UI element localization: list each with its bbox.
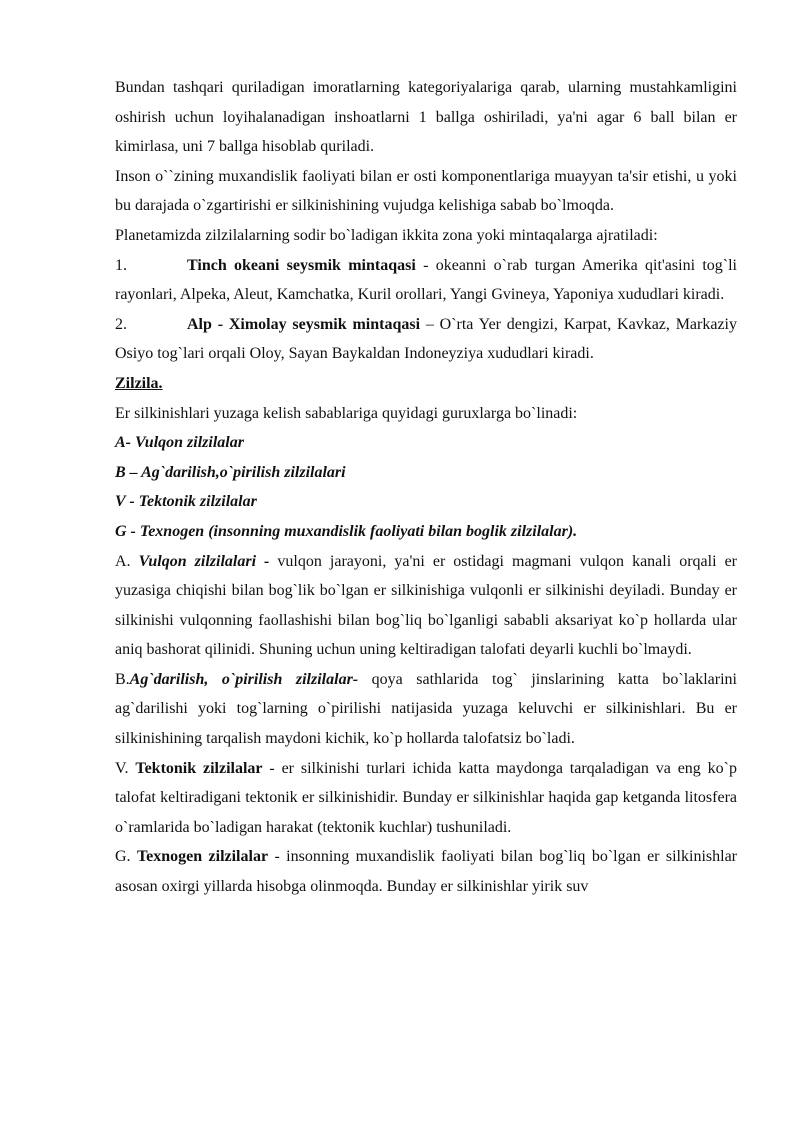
paragraph-human-activity: Inson o``zining muxandislik faoliyati bilan er osti komponentlariga muayyan ta'sir etishi, u yoki bu darajada o`zgartirishi er silkinishining vujudga kelishiga sabab bo`lmoqda. <box>115 167 737 215</box>
zone-item-alpine <box>115 310 737 369</box>
definition-term: Texnogen zilzilalar <box>136 848 269 866</box>
zone-title: Tinch okeani seysmik mintaqasi <box>187 256 416 274</box>
zone-title: Alp - Ximolay seysmik mintaqasi <box>187 315 421 333</box>
zone-number: 2. <box>115 315 127 333</box>
section-heading-text: Zilzila. <box>115 374 163 392</box>
definition-volcanic <box>115 547 737 665</box>
group-item-collapse: B – Ag`darilish,o`pirilish zilzilalari <box>115 463 346 481</box>
group-item-tectonic: V - Tektonik zilzilalar <box>115 493 257 511</box>
definition-prefix: G. <box>115 848 137 866</box>
definition-technogenic <box>115 842 737 901</box>
paragraph-categories: Bundan tashqari quriladigan imoratlarning kategoriyalariga qarab, ularning mustahkamligini oshirish uchun loyihalanadigan inshoatlarni 1 ballga oshiriladi, ya'ni agar 6 ball bilan er kimirlasa, uni 7 ballga hisoblab quriladi. <box>115 79 737 156</box>
group-item-volcanic: A- Vulqon zilzilalar <box>115 434 244 452</box>
definition-term: Vulqon zilzilalari - <box>138 552 270 570</box>
definition-prefix: B. <box>115 670 130 688</box>
definition-term: Ag`darilish, o`pirilish zilzilalar- <box>129 670 359 688</box>
paragraph-groups-intro: Er silkinishlari yuzaga kelish sabablariga quyidagi guruxlarga bo`linadi: <box>115 404 578 422</box>
definition-collapse <box>115 665 737 754</box>
definition-text: qoya sathlarida tog` jinslarining katta bo`laklarini ag`darilishi yoki tog`larning o`pirilishi natijasida yuzaga keluvchi er silkinishlari. Bu er silkinishining tarqalish maydoni kichik, ko`p hollarda talofatsiz bo`ladi. <box>115 670 737 748</box>
zone-number: 1. <box>115 256 127 274</box>
definition-text: vulqon jarayoni, ya'ni er ostidagi magmani vulqon kanali orqali er yuzasiga chiqishi bilan bog`lik bo`lgan er silkinishiga vulqonli er silkinishi deyiladi. Bunday er silkinishi vulqonning faollashishi bilan bog`liq bo`lganligi sababli aksariyat ko`p hollarda ular aniq bashorat qilinidi. Shuning uchun uning keltiradigan talofati deyarli kuchli bo`lmaydi. <box>115 552 737 659</box>
definition-term: Tektonik zilzilalar <box>135 759 263 777</box>
section-heading <box>115 369 737 399</box>
definition-prefix: A. <box>115 552 139 570</box>
zone-item-pacific <box>115 251 737 310</box>
definition-tectonic <box>115 754 737 843</box>
definition-prefix: V. <box>115 759 136 777</box>
definition-text: - insonning muxandislik faoliyati bilan bog`liq bo`lgan er silkinishlar asosan oxirgi yillarda hisobga olinmoqda. Bunday er silkinishlar yirik suv <box>115 848 737 896</box>
definition-text: - er silkinishi turlari ichida katta maydonga tarqaladigan va eng ko`p talofat keltiradigani tektonik er silkinishidir. Bunday er silkinishlar haqida gap ketganda litosfera o`ramlarida bo`ladigan harakat (tektonik kuchlar) tushuniladi. <box>115 759 737 836</box>
zone-text: - okeanni o`rab turgan Amerika qit'asini tog`li rayonlari, Alpeka, Aleut, Kamchatka, Kuril orollari, Yangi Gvineya, Yaponiya xududlari kiradi. <box>115 256 737 304</box>
zone-text: – O`rta Yer dengizi, Karpat, Kavkaz, Markaziy Osiyo tog`lari orqali Oloy, Sayan Baykaldan Indoneyziya xududlari kiradi. <box>115 315 738 363</box>
paragraph-zones-intro: Planetamizda zilzilalarning sodir bo`ladigan ikkita zona yoki mintaqalarga ajratiladi: <box>115 226 658 244</box>
document-body <box>115 73 737 902</box>
group-item-technogenic: G - Texnogen (insonning muxandislik faoliyati bilan boglik zilzilalar). <box>115 522 578 540</box>
